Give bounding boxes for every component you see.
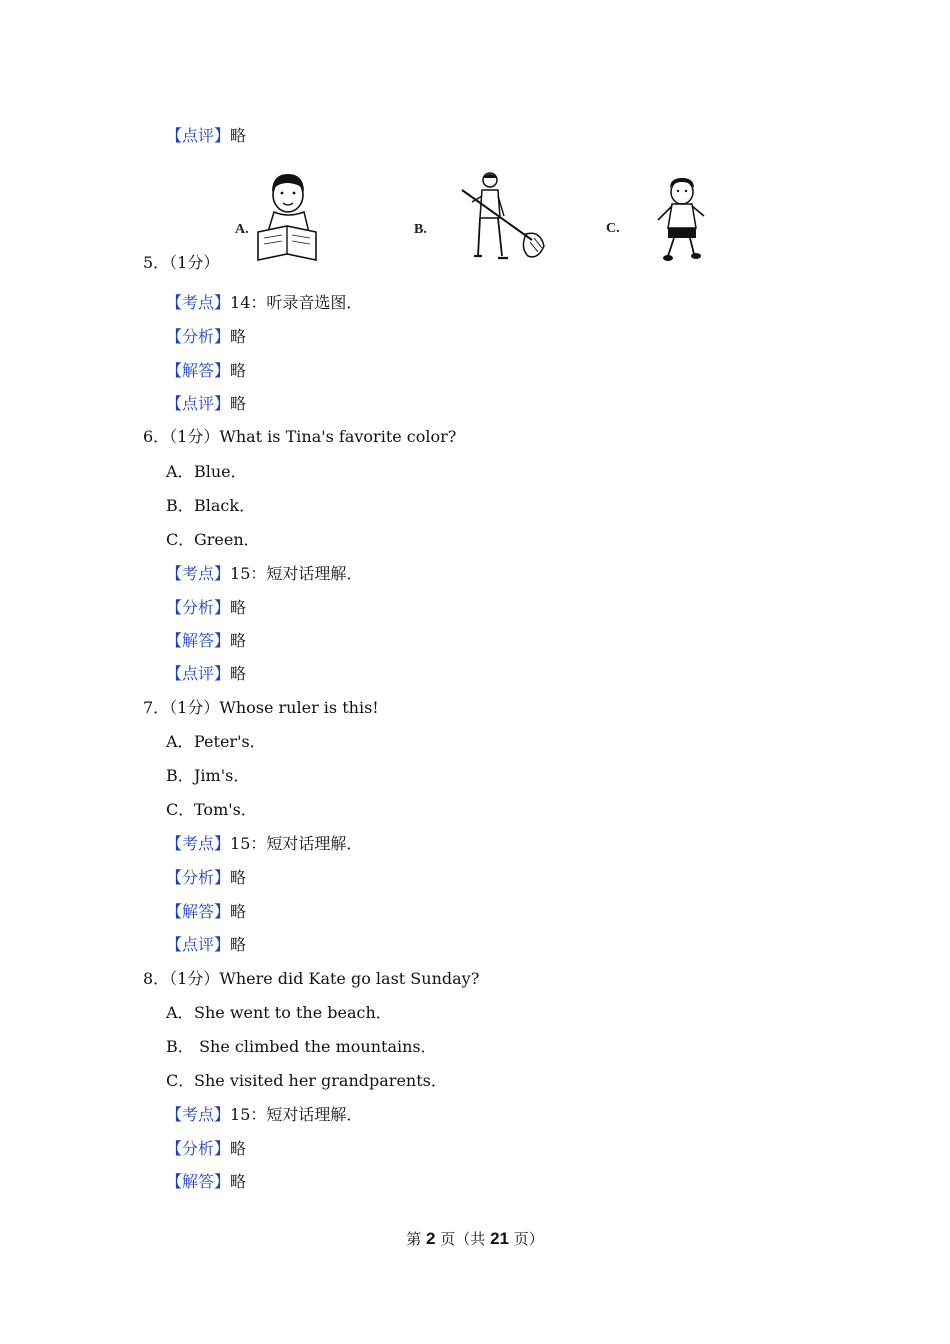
option-text: Blue． [194, 462, 247, 481]
review-tag: 【点评】 [166, 126, 231, 145]
jieda-tag: 【解答】 [166, 361, 231, 380]
question-7 [143, 698, 379, 718]
dianping-line [166, 394, 246, 414]
option-text: Black． [194, 496, 256, 515]
jieda-line [166, 1172, 246, 1192]
dianping-tag: 【点评】 [166, 394, 231, 413]
option-text: She climbed the mountains． [194, 1037, 437, 1056]
fenxi-line [166, 868, 246, 888]
kaodian-tag: 【考点】 [166, 564, 231, 583]
question-number: 6．（1分） [143, 427, 220, 446]
jieda-line [166, 902, 246, 922]
picture-options [230, 170, 710, 265]
dianping-line [166, 664, 246, 684]
current-page-number: 2 [426, 1229, 436, 1248]
question-8 [143, 969, 479, 989]
jieda-line [166, 361, 246, 381]
fenxi-line [166, 1139, 246, 1159]
option-letter: B． [166, 1037, 194, 1056]
boy-reading-book-image [250, 170, 322, 265]
review-line [166, 126, 246, 146]
option-letter: A． [166, 732, 194, 751]
kaodian-text: 15：短对话理解． [230, 1105, 363, 1124]
jieda-tag: 【解答】 [166, 631, 231, 650]
kaodian-line [166, 293, 362, 313]
option-b [166, 1037, 437, 1057]
boy-sweeping-floor-image [458, 170, 548, 265]
question-6 [143, 427, 456, 447]
dianping-tag: 【点评】 [166, 664, 231, 683]
option-c [166, 1071, 447, 1091]
picture-label-a: A. [235, 222, 249, 237]
jieda-tag: 【解答】 [166, 1172, 231, 1191]
question-text: Where did Kate go last Sunday? [219, 969, 480, 988]
option-letter: A． [166, 1003, 194, 1022]
question-number: 5．（1分） [143, 253, 220, 272]
dianping-text: 略 [230, 394, 247, 413]
jieda-text: 略 [230, 361, 247, 380]
option-text: Jim's． [194, 766, 250, 785]
kaodian-line [166, 564, 362, 584]
picture-label-b: B. [414, 222, 427, 237]
option-letter: B． [166, 766, 194, 785]
fenxi-text: 略 [230, 327, 247, 346]
question-5 [143, 253, 219, 273]
dianping-line [166, 935, 246, 955]
option-c [166, 530, 260, 550]
footer-suffix: 页） [513, 1230, 544, 1248]
kaodian-line [166, 834, 362, 854]
option-c [166, 800, 257, 820]
question-text: Whose ruler is this! [219, 698, 379, 717]
option-text: Peter's． [194, 732, 266, 751]
kaodian-text: 15：短对话理解． [230, 564, 363, 583]
dianping-text: 略 [230, 935, 247, 954]
option-text: Tom's． [194, 800, 257, 819]
kaodian-text: 14：听录音选图． [230, 293, 363, 312]
fenxi-tag: 【分析】 [166, 1139, 231, 1158]
kaodian-tag: 【考点】 [166, 1105, 231, 1124]
dianping-tag: 【点评】 [166, 935, 231, 954]
picture-label-c: C. [606, 221, 620, 236]
kaodian-line [166, 1105, 362, 1125]
option-text: She went to the beach． [194, 1003, 392, 1022]
jieda-text: 略 [230, 902, 247, 921]
jieda-text: 略 [230, 631, 247, 650]
question-number: 8．（1分） [143, 969, 220, 988]
fenxi-tag: 【分析】 [166, 327, 231, 346]
kaodian-tag: 【考点】 [166, 293, 231, 312]
jieda-tag: 【解答】 [166, 902, 231, 921]
option-a [166, 462, 247, 482]
option-text: Green． [194, 530, 260, 549]
boy-running-image [650, 170, 710, 265]
page-footer [0, 1228, 950, 1250]
fenxi-text: 略 [230, 868, 247, 887]
fenxi-text: 略 [230, 1139, 247, 1158]
option-a [166, 1003, 392, 1023]
option-letter: A． [166, 462, 194, 481]
question-number: 7．（1分） [143, 698, 220, 717]
fenxi-text: 略 [230, 598, 247, 617]
option-letter: C． [166, 530, 195, 549]
option-letter: C． [166, 1071, 195, 1090]
jieda-text: 略 [230, 1172, 247, 1191]
footer-mid: 页（共 [440, 1230, 486, 1248]
option-text: She visited her grandparents． [194, 1071, 447, 1090]
kaodian-tag: 【考点】 [166, 834, 231, 853]
footer-prefix: 第 [406, 1230, 422, 1248]
option-b [166, 766, 249, 786]
fenxi-line [166, 598, 246, 618]
kaodian-text: 15：短对话理解． [230, 834, 363, 853]
fenxi-tag: 【分析】 [166, 868, 231, 887]
review-text: 略 [230, 126, 247, 145]
option-b [166, 496, 255, 516]
jieda-line [166, 631, 246, 651]
total-page-count: 21 [490, 1229, 509, 1248]
fenxi-tag: 【分析】 [166, 598, 231, 617]
option-letter: C． [166, 800, 195, 819]
question-text: What is Tina's favorite color? [219, 427, 457, 446]
fenxi-line [166, 327, 246, 347]
option-a [166, 732, 266, 752]
dianping-text: 略 [230, 664, 247, 683]
option-letter: B． [166, 496, 194, 515]
